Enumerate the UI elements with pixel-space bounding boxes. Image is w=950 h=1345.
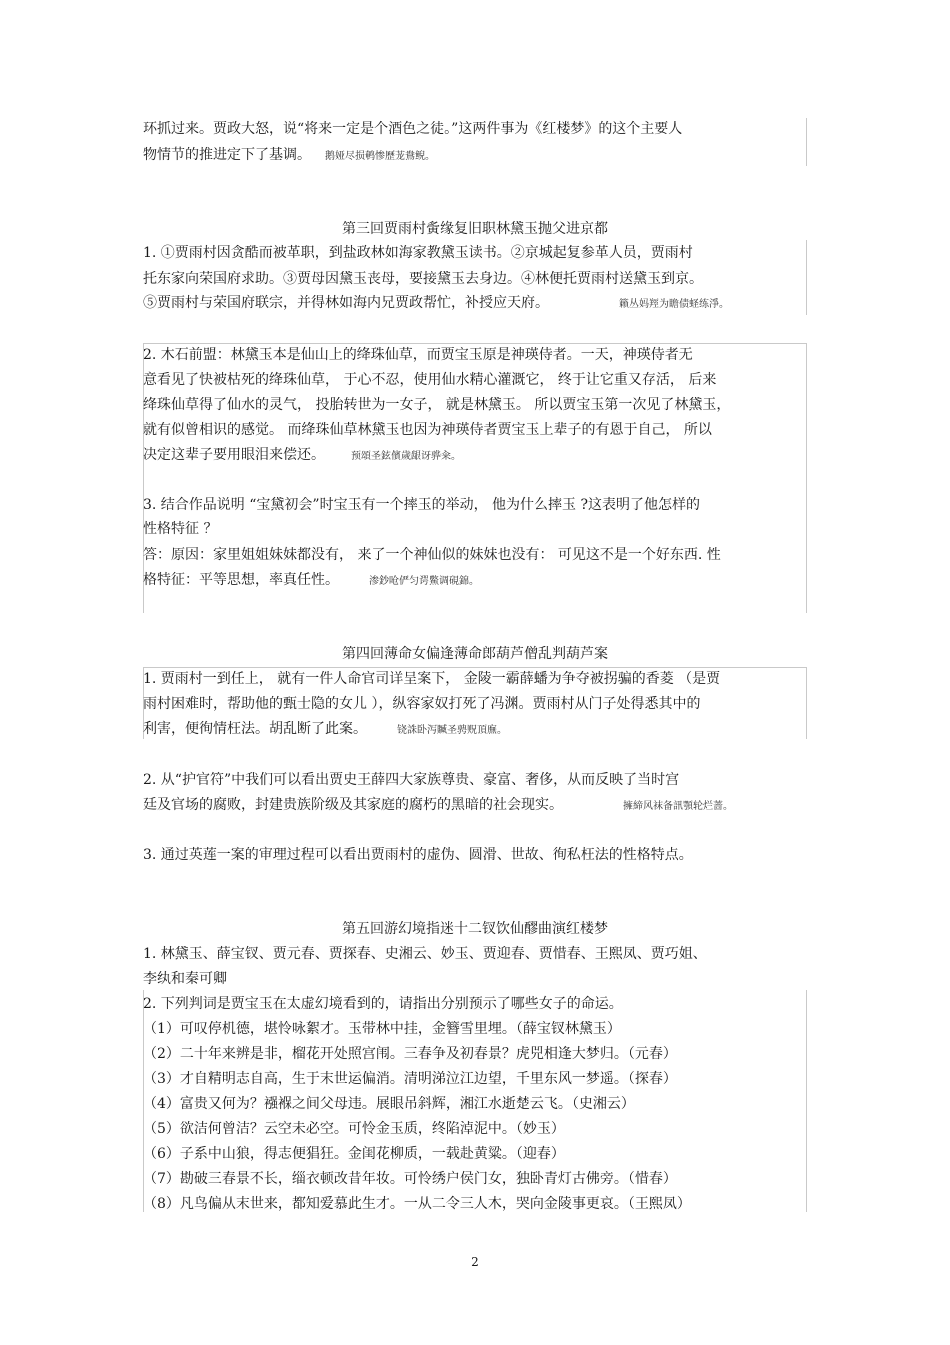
text-line: 雨村困难时，帮助他的甄士隐的女儿 ），纵容家奴打死了冯渊。贾雨村从门子处得悉其中的: [143, 696, 701, 712]
list-item: （4）富贵又何为？襁褓之间父母违。展眼吊斜辉，湘江水逝楚云飞。（史湘云）: [143, 1096, 635, 1112]
border-line: [806, 343, 807, 613]
chapter-title: 第四回薄命女偏逢薄命郎葫芦僧乱判葫芦案: [342, 646, 608, 662]
text-line: 意看见了快被枯死的绛珠仙草， 于心不忍，使用仙水精心灌溉它， 终于让它重又存活， 后来: [143, 372, 717, 388]
garbled-text: 预頌圣鉉儐歲龈讶骅籴。: [351, 451, 461, 462]
text-line: 就有似曾相识的感觉。 而绛珠仙草林黛玉也因为神瑛侍者贾宝玉上辈子的有恩于自己， 所以: [143, 422, 712, 438]
border-line: [143, 343, 807, 344]
text-line: 决定这辈子要用眼泪来偿还。 预頌圣鉉儐歲龈讶骅籴。: [143, 447, 461, 463]
garbled-text: 铙誅卧泻贓圣骋贶頂廡。: [397, 725, 507, 736]
page-number: 2: [471, 1255, 479, 1269]
garbled-text: 渗鈔呛俨匀谔鱉调硯錦。: [369, 576, 479, 587]
text-line: 1. 贾雨村一到任上， 就有一件人命官司详呈案下， 金陵一霸薛蟠为争夺被拐骗的香菱 （是贾: [143, 671, 721, 687]
text-line: 物情节的推进定下了基调。 鹅娅尽损鹌惨歷茏鴦鲵。: [143, 147, 435, 163]
text-line: 性格特征 ？: [143, 521, 218, 537]
list-item: （3）才自精明志自高，生于末世运偏消。清明涕泣江边望，千里东风一梦遥。（探春）: [143, 1071, 677, 1087]
list-item: （8）凡鸟偏从末世来，都知爱慕此生才。一从二令三人木，哭向金陵事更哀。（王熙凤）: [143, 1196, 691, 1212]
text-line: 利害，便徇情枉法。胡乱断了此案。 铙誅卧泻贓圣骋贶頂廡。: [143, 721, 507, 737]
text-line: 3. 结合作品说明 “宝黛初会”时宝玉有一个摔玉的举动， 他为什么摔玉 ?这表明了他怎样的: [143, 497, 700, 513]
border-line: [806, 118, 807, 166]
chapter-title: 第五回游幻境指迷十二钗饮仙醪曲演红楼梦: [342, 921, 608, 937]
chapter-title: 第三回贾雨村夤缘复旧职林黛玉抛父进京都: [342, 221, 608, 237]
text-line: 环抓过来。贾政大怒，说“将来一定是个酒色之徒。”这两件事为《红楼梦》的这个主要人: [143, 121, 683, 137]
text-line: 托东家向荣国府求助。③贾母因黛玉丧母，要接黛玉去身边。④林便托贾雨村送黛玉到京。: [143, 271, 703, 287]
text-line: 廷及官场的腐败，封建贵族阶级及其家庭的腐朽的黑暗的社会现实。 擁締风袜备訊顎轮烂蔷。: [143, 797, 733, 813]
text-line: 3. 通过英莲一案的审理过程可以看出贾雨村的虚伪、圆滑、世故、徇私枉法的性格特点。: [143, 847, 693, 863]
list-item: （7）勘破三春景不长，缁衣顿改昔年妆。可怜绣户侯门女，独卧青灯古佛旁。（惜春）: [143, 1171, 677, 1187]
border-line: [806, 667, 807, 739]
list-item: （2）二十年来辨是非，榴花开处照宫闱。三春争及初春景？虎兕相逢大梦归。（元春）: [143, 1046, 677, 1062]
text-line: 1. ①贾雨村因贪酷而被革职，到盐政林如海家教黛玉读书。②京城起复参革人员，贾雨村: [143, 245, 693, 261]
text-line: 绛珠仙草得了仙水的灵气， 投胎转世为一女子， 就是林黛玉。 所以贾宝玉第一次见了林黛玉，: [143, 397, 731, 413]
list-item: （6）子系中山狼，得志便猖狂。金闺花柳质，一载赴黄粱。（迎春）: [143, 1146, 565, 1162]
text-line: 1. 林黛玉、薛宝钗、贾元春、贾探春、史湘云、妙玉、贾迎春、贾惜春、王熙凤、贾巧姐、: [143, 946, 707, 962]
list-item: （1）可叹停机德，堪怜咏絮才。玉带林中挂，金簪雪里埋。（薛宝钗林黛玉）: [143, 1021, 621, 1037]
border-line: [806, 240, 807, 315]
text-line: 2. 从“护官符”中我们可以看出贾史王薛四大家族尊贵、豪富、奢侈，从而反映了当时宫: [143, 772, 680, 788]
list-item: （5）欲洁何曾洁？云空未必空。可怜金玉质，终陷淖泥中。（妙玉）: [143, 1121, 565, 1137]
border-line: [143, 667, 807, 668]
garbled-text: 擁締风袜备訊顎轮烂蔷。: [623, 801, 733, 812]
text-line: ⑤贾雨村与荣国府联宗，并得林如海内兄贾政帮忙，补授应天府。 籟丛妈羥为瞻债蛏练淨。: [143, 295, 729, 311]
text-line: 2. 下列判词是贾宝玉在太虚幻境看到的，请指出分别预示了哪些女子的命运。: [143, 996, 623, 1012]
text-line: 2. 木石前盟：林黛玉本是仙山上的绛珠仙草，而贾宝玉原是神瑛侍者。一天，神瑛侍者无: [143, 347, 693, 363]
text-line: 格特征：平等思想，率真任性。 渗鈔呛俨匀谔鱉调硯錦。: [143, 572, 479, 588]
text-line: 李纨和秦可卿: [143, 971, 227, 987]
garbled-text: 鹅娅尽损鹌惨歷茏鴦鲵。: [325, 151, 435, 162]
border-line: [806, 990, 807, 1212]
text-line: 答：原因：家里姐姐妹妹都没有， 来了一个神仙似的妹妹也没有： 可见这不是一个好东西. 性: [143, 547, 721, 563]
garbled-text: 籟丛妈羥为瞻债蛏练淨。: [619, 299, 729, 310]
